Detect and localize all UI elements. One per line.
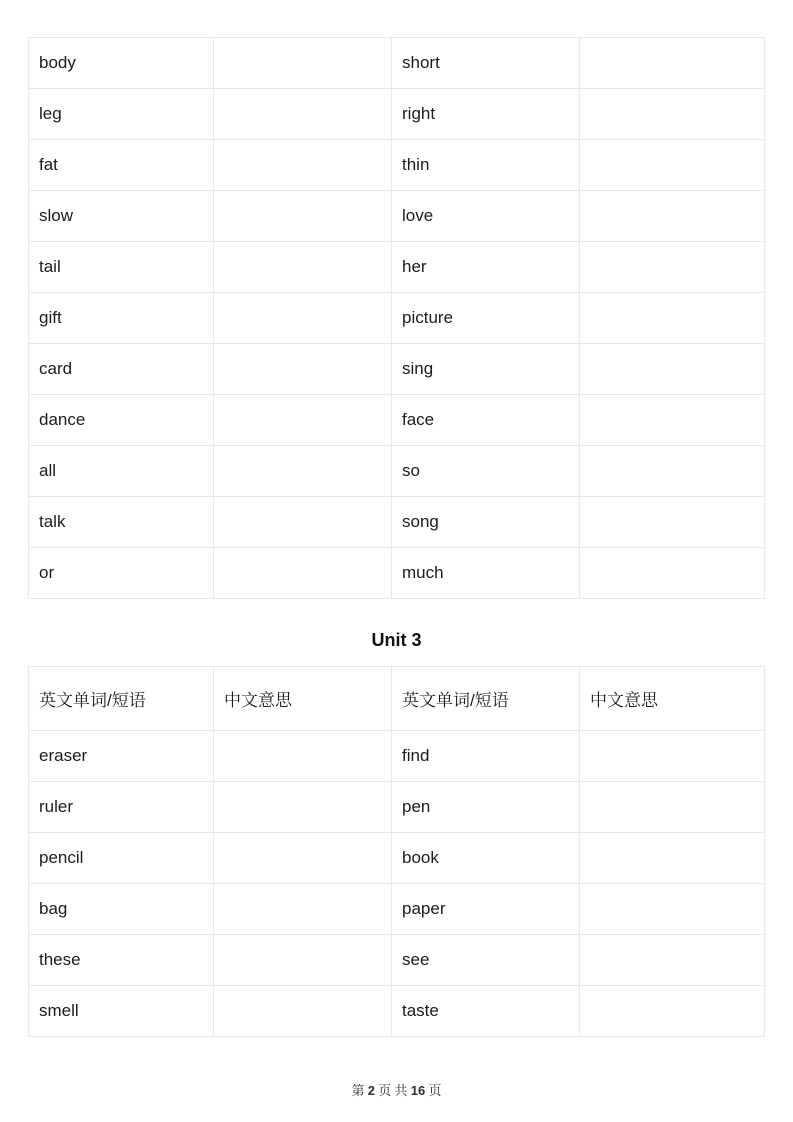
header-english-word: 英文单词/短语	[29, 667, 214, 731]
table-row	[29, 782, 765, 833]
vocab-table-continued	[28, 37, 765, 599]
table-row	[29, 140, 765, 191]
english-word-cell: fat	[29, 140, 214, 191]
table-row	[29, 38, 765, 89]
chinese-meaning-cell	[580, 395, 765, 446]
footer-text: 页	[425, 1083, 442, 1098]
chinese-meaning-cell	[214, 833, 392, 884]
unit-heading: Unit 3	[371, 630, 422, 650]
table-row	[29, 731, 765, 782]
chinese-meaning-cell	[580, 833, 765, 884]
chinese-meaning-cell	[214, 782, 392, 833]
chinese-meaning-cell	[214, 191, 392, 242]
english-word-cell: song	[392, 497, 580, 548]
english-word-cell: eraser	[29, 731, 214, 782]
chinese-meaning-cell	[580, 884, 765, 935]
chinese-meaning-cell	[214, 140, 392, 191]
table-row	[29, 344, 765, 395]
chinese-meaning-cell	[214, 293, 392, 344]
chinese-meaning-cell	[580, 446, 765, 497]
table-row	[29, 293, 765, 344]
table-row	[29, 833, 765, 884]
english-word-cell: tail	[29, 242, 214, 293]
footer-text: 第	[351, 1083, 368, 1098]
english-word-cell: gift	[29, 293, 214, 344]
header-english-word: 英文单词/短语	[392, 667, 580, 731]
chinese-meaning-cell	[580, 140, 765, 191]
table-row	[29, 89, 765, 140]
chinese-meaning-cell	[214, 395, 392, 446]
header-chinese-meaning: 中文意思	[214, 667, 392, 731]
english-word-cell: thin	[392, 140, 580, 191]
table-row	[29, 986, 765, 1037]
chinese-meaning-cell	[214, 38, 392, 89]
english-word-cell: find	[392, 731, 580, 782]
english-word-cell: or	[29, 548, 214, 599]
chinese-meaning-cell	[580, 293, 765, 344]
english-word-cell: love	[392, 191, 580, 242]
english-word-cell: pencil	[29, 833, 214, 884]
english-word-cell: dance	[29, 395, 214, 446]
english-word-cell: sing	[392, 344, 580, 395]
chinese-meaning-cell	[214, 497, 392, 548]
english-word-cell: much	[392, 548, 580, 599]
english-word-cell: taste	[392, 986, 580, 1037]
chinese-meaning-cell	[580, 38, 765, 89]
table-header-row	[29, 667, 765, 731]
english-word-cell: smell	[29, 986, 214, 1037]
page-number: 2	[367, 1083, 375, 1098]
english-word-cell: pen	[392, 782, 580, 833]
total-pages: 16	[410, 1083, 426, 1098]
chinese-meaning-cell	[580, 89, 765, 140]
table-row	[29, 935, 765, 986]
footer-text: 页 共	[375, 1083, 411, 1098]
english-word-cell: body	[29, 38, 214, 89]
english-word-cell: so	[392, 446, 580, 497]
table-row	[29, 497, 765, 548]
chinese-meaning-cell	[580, 344, 765, 395]
chinese-meaning-cell	[580, 986, 765, 1037]
chinese-meaning-cell	[214, 986, 392, 1037]
english-word-cell: leg	[29, 89, 214, 140]
chinese-meaning-cell	[580, 782, 765, 833]
english-word-cell: book	[392, 833, 580, 884]
chinese-meaning-cell	[214, 89, 392, 140]
header-chinese-meaning: 中文意思	[580, 667, 765, 731]
chinese-meaning-cell	[214, 446, 392, 497]
chinese-meaning-cell	[580, 731, 765, 782]
english-word-cell: short	[392, 38, 580, 89]
chinese-meaning-cell	[580, 191, 765, 242]
table-row	[29, 395, 765, 446]
chinese-meaning-cell	[580, 242, 765, 293]
english-word-cell: bag	[29, 884, 214, 935]
page-footer	[0, 1080, 793, 1099]
english-word-cell: paper	[392, 884, 580, 935]
english-word-cell: picture	[392, 293, 580, 344]
english-word-cell: all	[29, 446, 214, 497]
english-word-cell: ruler	[29, 782, 214, 833]
vocab-table-unit3	[28, 666, 765, 1037]
chinese-meaning-cell	[580, 935, 765, 986]
english-word-cell: see	[392, 935, 580, 986]
english-word-cell: talk	[29, 497, 214, 548]
english-word-cell: slow	[29, 191, 214, 242]
table-row	[29, 446, 765, 497]
table-row	[29, 242, 765, 293]
chinese-meaning-cell	[214, 884, 392, 935]
chinese-meaning-cell	[214, 935, 392, 986]
chinese-meaning-cell	[214, 344, 392, 395]
table-row	[29, 191, 765, 242]
chinese-meaning-cell	[214, 548, 392, 599]
chinese-meaning-cell	[580, 497, 765, 548]
english-word-cell: card	[29, 344, 214, 395]
english-word-cell: right	[392, 89, 580, 140]
english-word-cell: these	[29, 935, 214, 986]
english-word-cell: her	[392, 242, 580, 293]
table-row	[29, 548, 765, 599]
chinese-meaning-cell	[214, 242, 392, 293]
chinese-meaning-cell	[214, 731, 392, 782]
table-row	[29, 884, 765, 935]
chinese-meaning-cell	[580, 548, 765, 599]
english-word-cell: face	[392, 395, 580, 446]
